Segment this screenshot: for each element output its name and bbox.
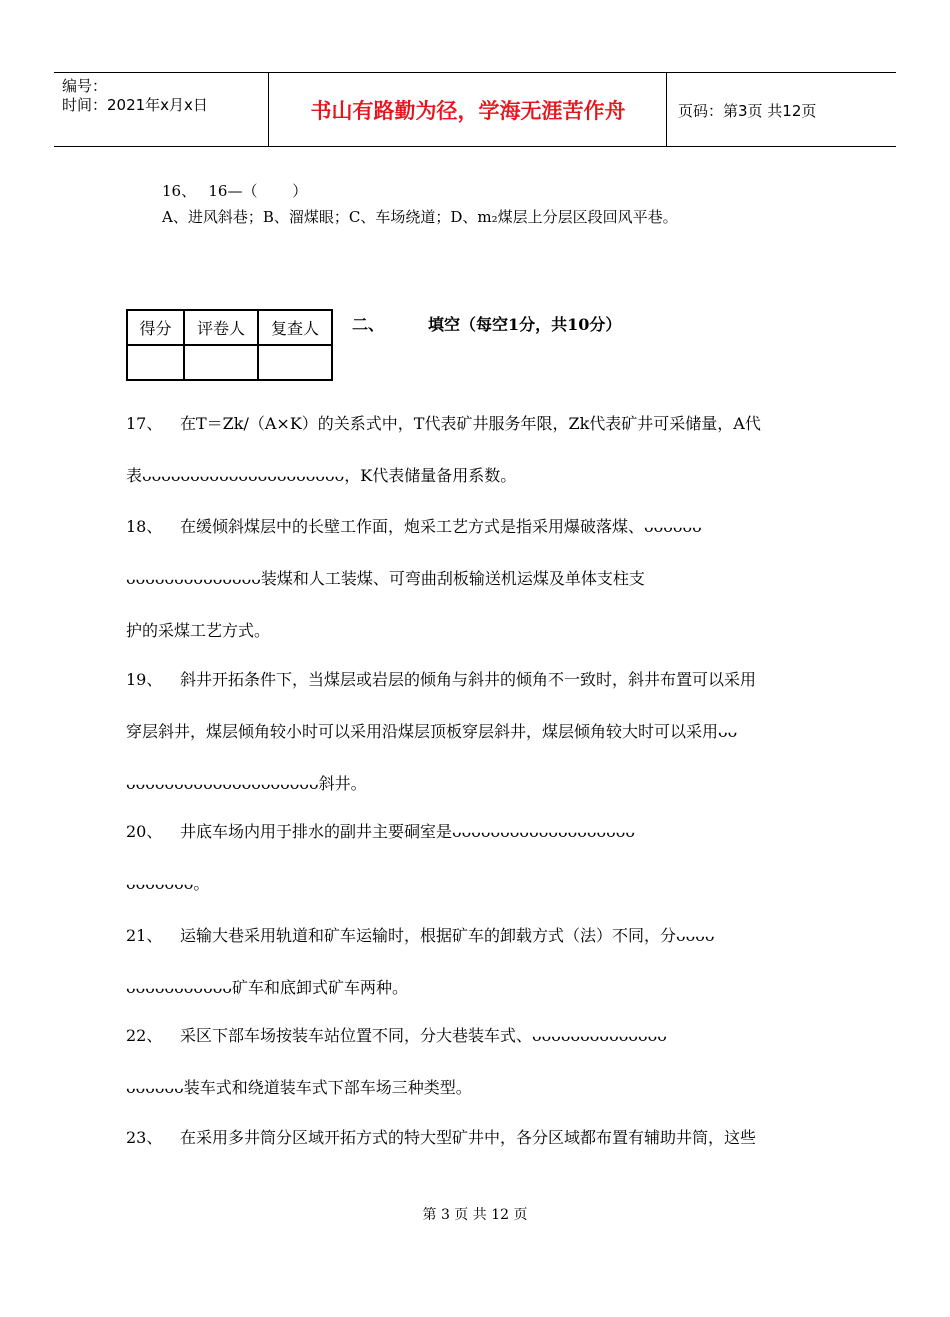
question-number: 18、 xyxy=(126,517,163,536)
question-20 xyxy=(126,806,826,910)
question-number: 23、 xyxy=(126,1128,163,1147)
question-line: 采区下部车场按装车站位置不同，分大巷装车式、ᴗᴗᴗᴗᴗᴗᴗᴗᴗᴗᴗᴗᴗᴗ xyxy=(180,1026,667,1045)
question-line: ᴗᴗᴗᴗᴗᴗᴗᴗᴗᴗᴗ矿车和底卸式矿车两种。 xyxy=(126,978,408,997)
question-19 xyxy=(126,654,826,810)
question-line: 在采用多井筒分区域开拓方式的特大型矿井中，各分区域都布置有辅助井筒，这些 xyxy=(180,1128,757,1147)
header-meta xyxy=(62,77,272,115)
question-23 xyxy=(126,1112,826,1164)
question-line: 在T＝Zk/（A×K）的关系式中，T代表矿井服务年限，Zk代表矿井可采储量，A代 xyxy=(180,414,761,433)
question-16-options: A、进风斜巷；B、溜煤眼；C、车场绕道；D、m₂煤层上分层区段回风平巷。 xyxy=(162,208,678,226)
number-label: 编号： xyxy=(62,77,108,95)
header-divider xyxy=(268,73,269,146)
score-cell[interactable] xyxy=(127,345,184,380)
question-22 xyxy=(126,1010,826,1114)
page-footer: 第 3 页 共 12 页 xyxy=(422,1207,528,1223)
question-line: 穿层斜井，煤层倾角较小时可以采用沿煤层顶板穿层斜井，煤层倾角较大时可以采用ᴗᴗ xyxy=(126,722,738,741)
question-number: 21、 xyxy=(126,926,163,945)
grader-cell[interactable] xyxy=(184,345,258,380)
question-line: 运输大巷采用轨道和矿车运输时，根据矿车的卸载方式（法）不同，分ᴗᴗᴗᴗ xyxy=(180,926,715,945)
question-21 xyxy=(126,910,826,1014)
question-number: 19、 xyxy=(126,670,163,689)
question-line: 在缓倾斜煤层中的长壁工作面，炮采工艺方式是指采用爆破落煤、ᴗᴗᴗᴗᴗᴗ xyxy=(180,517,702,536)
page-indicator: 页码：第3页 共12页 xyxy=(678,102,817,120)
section-title xyxy=(352,312,621,335)
section-number: 二、 xyxy=(352,315,385,334)
header-divider xyxy=(666,73,667,146)
question-line: 斜井开拓条件下，当煤层或岩层的倾角与斜井的倾角不一致时，斜井布置可以采用 xyxy=(180,670,757,689)
question-line: ᴗᴗᴗᴗᴗᴗᴗᴗᴗᴗᴗᴗᴗᴗ装煤和人工装煤、可弯曲刮板输送机运煤及单体支柱支 xyxy=(126,569,645,588)
question-16-stem: 16、 16—（ ） xyxy=(162,182,308,200)
grader-header: 评卷人 xyxy=(184,310,258,345)
question-line: 护的采煤工艺方式。 xyxy=(126,621,271,640)
question-18 xyxy=(126,501,826,657)
score-table xyxy=(126,309,333,381)
reviewer-header: 复查人 xyxy=(258,310,332,345)
question-line: ᴗᴗᴗᴗᴗᴗᴗ。 xyxy=(126,874,210,893)
section-heading: 填空（每空1分，共10分） xyxy=(428,315,622,334)
question-number: 17、 xyxy=(126,414,163,433)
question-number: 22、 xyxy=(126,1026,163,1045)
score-header: 得分 xyxy=(127,310,184,345)
question-number: 20、 xyxy=(126,822,163,841)
time-label: 时间：2021年x月x日 xyxy=(62,96,208,114)
question-16 xyxy=(162,178,678,230)
question-17 xyxy=(126,398,826,502)
header-motto: 书山有路勤为径，学海无涯苦作舟 xyxy=(310,98,626,123)
question-line: 井底车场内用于排水的副井主要硐室是ᴗᴗᴗᴗᴗᴗᴗᴗᴗᴗᴗᴗᴗᴗᴗᴗᴗᴗᴗ xyxy=(180,822,636,841)
reviewer-cell[interactable] xyxy=(258,345,332,380)
question-line: 表ᴗᴗᴗᴗᴗᴗᴗᴗᴗᴗᴗᴗᴗᴗᴗᴗᴗᴗᴗᴗᴗ，K代表储量备用系数。 xyxy=(126,466,517,485)
question-line: ᴗᴗᴗᴗᴗᴗᴗᴗᴗᴗᴗᴗᴗᴗᴗᴗᴗᴗᴗᴗ斜井。 xyxy=(126,774,367,793)
question-line: ᴗᴗᴗᴗᴗᴗ装车式和绕道装车式下部车场三种类型。 xyxy=(126,1078,472,1097)
page-header xyxy=(54,72,896,147)
